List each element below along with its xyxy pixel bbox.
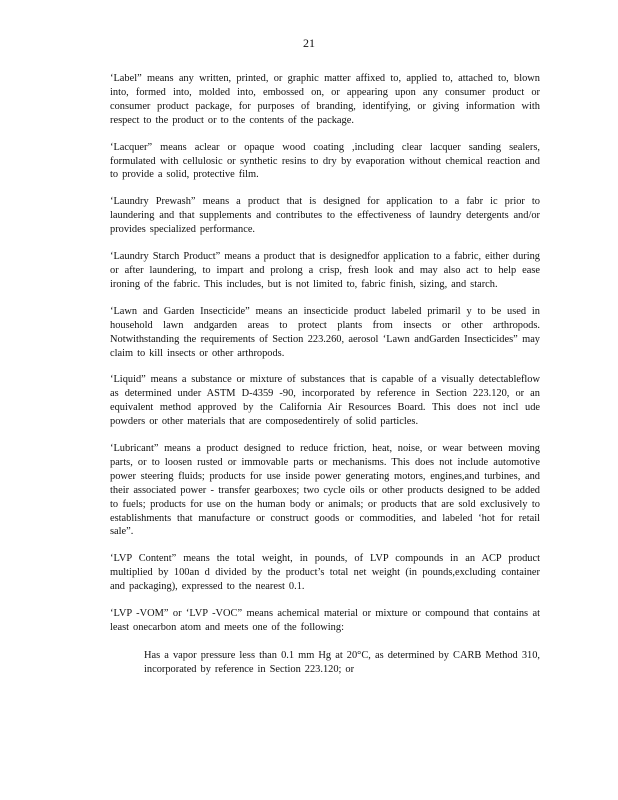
definition-lvp-vom-criterion: Has a vapor pressure less than 0.1 mm Hg at 20°C, as determined by CARB Method 310, incorporated by reference in Section 223.120; or	[144, 649, 540, 675]
definition-lvp-vom: ‘LVP -VOM” or ‘LVP -VOC” means achemical material or mixture or compound that contains at least onecarbon atom and meets one of the following:	[110, 608, 540, 633]
document-body	[110, 72, 540, 690]
definition-lubricant: ‘Lubricant” means a product designed to reduce friction, heat, noise, or wear between moving parts, or to loosen rusted or immovable parts or mechanisms. This does not include automotive power steering fluids; products for use inside power generating motors, engines,and turbines, and their associated power - transfer gearboxes; two cycle oils or other products designed to be added to fuels; products for use on the human body or animals; or products that are sold exclusively to establishments that manufacture or construct goods or commodities, and labeled ‘hot for retail sale”.	[110, 443, 540, 538]
definition-laundry-starch-product: ‘Laundry Starch Product” means a product that is designedfor application to a fabric, either during or after laundering, to impart and prolong a crisp, fresh look and may also act to help ease ironing of the fabric. This includes, but is not limited to, fabric finish, sizing, and starch.	[110, 251, 540, 290]
definition-label: ‘Label” means any written, printed, or graphic matter affixed to, applied to, attached to, blown into, formed into, molded into, embossed on, or appearing upon any consumer product or consumer product package, for purposes of branding, identifying, or giving information with respect to the product or to the contents of the package.	[110, 73, 540, 126]
definition-liquid: ‘Liquid” means a substance or mixture of substances that is capable of a visually detectableflow as determined under ASTM D-4359 -90, incorporated by reference in Section 223.120, or an equivalent method approved by the California Air Resources Board. This does not incl ude powders or other materials that are composedentirely of solid particles.	[110, 374, 540, 428]
definition-laundry-prewash: ‘Laundry Prewash” means a product that is designed for application to a fabr ic prior to laundering and that supplements and contributes to the effectiveness of laundry detergents and/or provides specialized performance.	[110, 196, 540, 236]
definition-lvp-content: ‘LVP Content” means the total weight, in pounds, of LVP compounds in an ACP product multiplied by 100an d divided by the product’s total net weight (in pounds,excluding container and packaging), expressed to the nearest 0.1.	[110, 553, 540, 593]
page-number: 21	[303, 36, 315, 50]
definition-lawn-and-garden-insecticide: ‘Lawn and Garden Insecticide” means an insecticide product labeled primaril y to be used in household lawn andgarden areas to protect plants from insects or other arthropods. Notwithstanding the requirements of Section 223.260, aerosol ‘Lawn andGarden Insecticides” may claim to kill insects or other arthropods.	[110, 305, 540, 359]
definition-lacquer: ‘Lacquer” means aclear or opaque wood coating ,including clear lacquer sanding sealers, formulated with cellulosic or synthetic resins to dry by evaporation without chemical reaction and to provide a solid, protective film.	[110, 141, 540, 181]
